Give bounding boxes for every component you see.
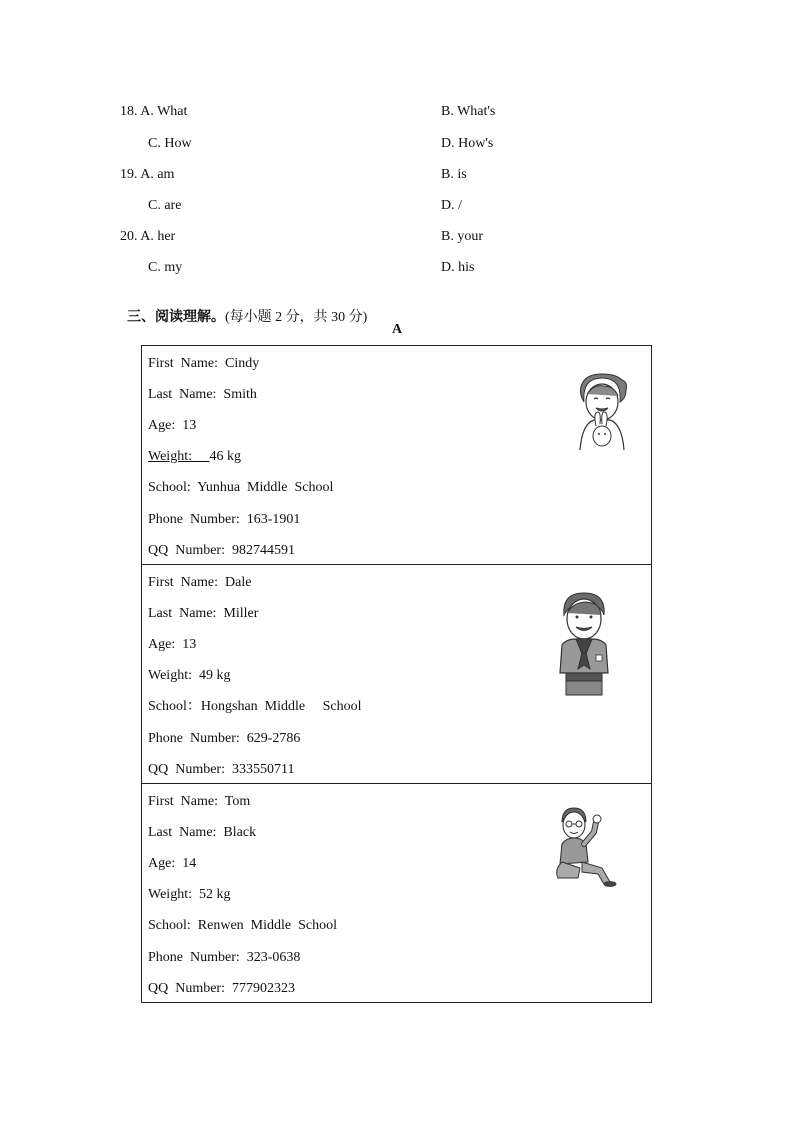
- profile-card-tom: [142, 784, 651, 1002]
- option-c: C. are: [148, 198, 182, 213]
- profile-card-cindy: [142, 346, 651, 565]
- last-name: Last Name: Miller: [148, 606, 259, 621]
- option-c: C. How: [148, 136, 192, 151]
- weight: Weight: 49 kg: [148, 668, 231, 683]
- school: School: Yunhua Middle School: [148, 480, 334, 495]
- section-heading: [120, 290, 367, 326]
- phone-number: Phone Number: 163-1901: [148, 512, 301, 527]
- question-number: 19. A. am: [120, 167, 175, 182]
- option-c: C. my: [148, 260, 183, 275]
- phone-number: Phone Number: 323-0638: [148, 950, 301, 965]
- option-b: B. is: [441, 167, 467, 182]
- age: Age: 13: [148, 637, 197, 652]
- qq-number: QQ Number: 982744591: [148, 543, 295, 558]
- first-name: First Name: Tom: [148, 794, 251, 809]
- profile-card-dale: [142, 565, 651, 784]
- option-d: D. his: [441, 260, 475, 275]
- last-name: Last Name: Smith: [148, 387, 257, 402]
- last-name: Last Name: Black: [148, 825, 257, 840]
- age: Age: 14: [148, 856, 197, 871]
- phone-number: Phone Number: 629-2786: [148, 731, 301, 746]
- question-number: 20. A. her: [120, 229, 176, 244]
- qq-number: QQ Number: 333550711: [148, 762, 295, 777]
- question-number: 18. A. What: [120, 104, 188, 119]
- section-label: 三、阅读理解。: [127, 309, 225, 325]
- option-d: D. /: [441, 198, 462, 213]
- girl-with-bunny-illustration: [570, 372, 630, 452]
- qq-number: QQ Number: 777902323: [148, 981, 295, 996]
- school: School：Hongshan Middle School: [148, 699, 362, 714]
- option-b: B. What's: [441, 104, 496, 119]
- option-d: D. How's: [441, 136, 494, 151]
- age: Age: 13: [148, 418, 197, 433]
- option-b: B. your: [441, 229, 483, 244]
- weight: Weight: 46 kg: [148, 449, 241, 464]
- first-name: First Name: Cindy: [148, 356, 260, 371]
- section-note: (每小题 2 分，共 30 分): [225, 310, 368, 325]
- sitting-boy-waving-illustration: [552, 806, 622, 888]
- school: School: Renwen Middle School: [148, 918, 337, 933]
- boy-with-scarf-illustration: [552, 589, 616, 697]
- passage-title: A: [391, 322, 403, 337]
- weight: Weight: 52 kg: [148, 887, 231, 902]
- first-name: First Name: Dale: [148, 575, 252, 590]
- profile-table: [141, 345, 652, 1003]
